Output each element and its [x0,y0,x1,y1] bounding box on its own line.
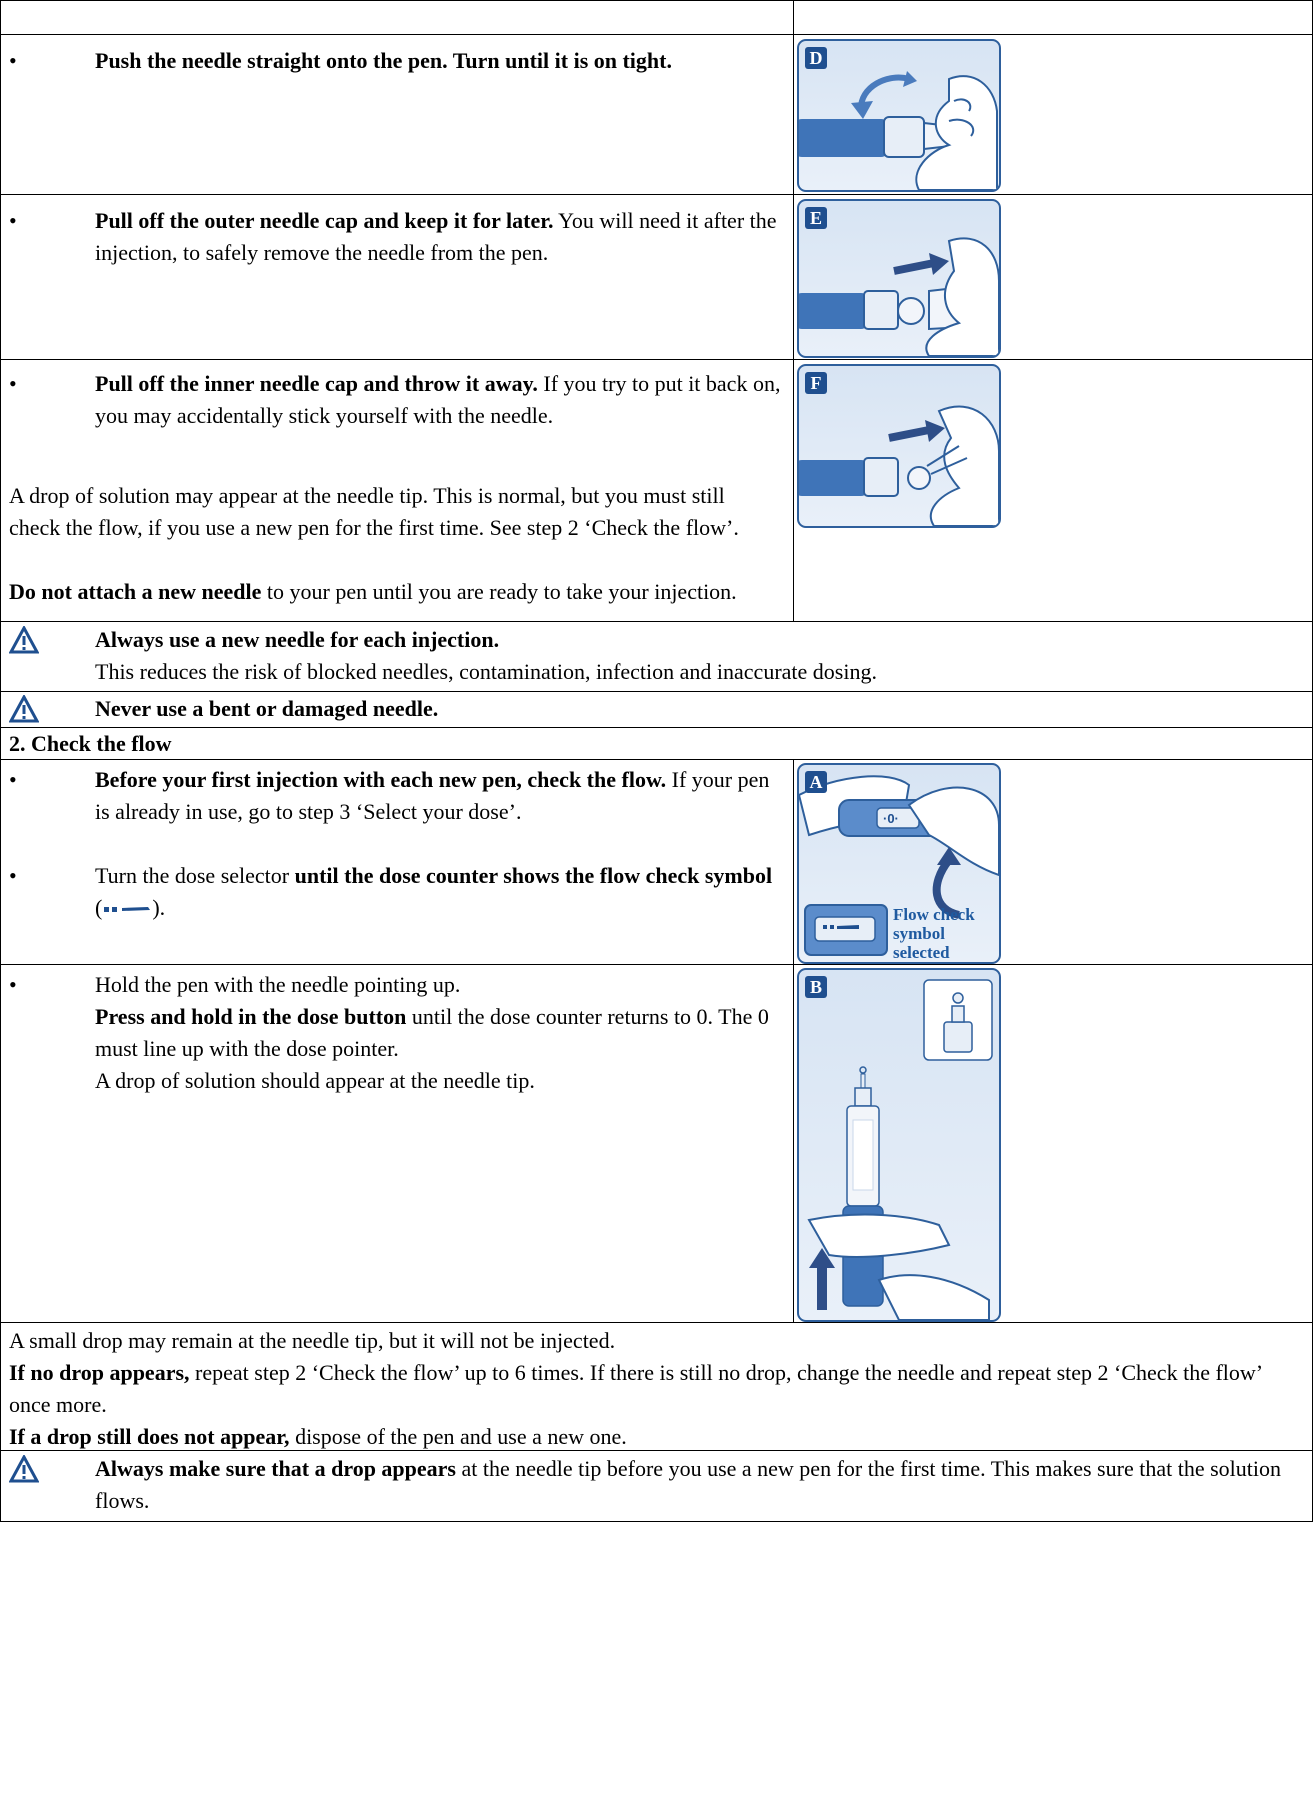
step-text [95,764,781,828]
step-open-paren: ( [95,895,103,920]
figure-d-illustration [797,39,1001,192]
bullet: • [9,371,17,396]
step-bold-text: until the dose counter shows the flow check symbol [294,863,773,888]
note-bold-text: Do not attach a new needle [9,579,262,604]
drop-bold-text: If no drop appears, [9,1360,190,1385]
step-line-2 [95,1001,781,1065]
step-bold-text: Pull off the outer needle cap and keep it for later. [95,208,554,233]
step-row-inner-cap [0,359,1313,621]
warning-rest-text: at the needle tip before you use a new pen for the first time. This makes sure that the solution flows. [95,1456,1281,1513]
bullet: • [9,972,17,997]
warning-text [95,1453,1302,1517]
step-text [95,45,781,77]
warning-triangle-icon [9,695,39,723]
header-right-cell [793,1,1312,34]
step-row-attach-needle [0,34,1313,194]
step-text [95,969,781,1097]
note-rest-text: to your pen until you are ready to take your injection. [261,579,737,604]
step-line-1: Hold the pen with the needle pointing up. [95,972,461,997]
drop-line-1: A small drop may remain at the needle tip, but it will not be injected. [9,1328,616,1353]
drop-rest-text: repeat step 2 ‘Check the flow’ up to 6 times. If there is still no drop, change the needle and repeat step 2 ‘Check the flow’ once more. [9,1360,1262,1417]
step-text-2 [95,860,781,924]
figure-e-illustration [797,199,1001,358]
figure-e-label: E [805,207,827,229]
figure-a-illustration [797,763,1001,964]
warning-bold-text: Always use a new needle for each injection. [95,627,500,652]
step-line-3: A drop of solution should appear at the needle tip. [95,1068,535,1093]
step-bold-text: Pull off the inner needle cap and throw it away. [95,371,538,396]
warning-text [95,693,1302,725]
figure-b-label: B [805,976,827,998]
section-title [9,728,1300,760]
section-header-row [0,727,1313,759]
warning-row-drop [0,1450,1313,1522]
drop-line-3 [9,1421,1300,1453]
warning-row-bent-needle [0,691,1313,727]
drop-bold-text-2: If a drop still does not appear, [9,1424,290,1449]
figure-f-label: F [805,372,827,394]
warning-bold-text: Always make sure that a drop appears [95,1456,456,1481]
note-paragraph: A drop of solution may appear at the needle tip. This is normal, but you must still check the flow, if you use a new pen for the first time. See step 2 ‘Check the flow’. [9,483,739,540]
step-close-paren: ). [152,895,166,920]
step-text [95,368,781,432]
step-text [95,205,781,269]
warning-bold-text: Never use a bent or damaged needle. [95,696,439,721]
figure-a-caption: Flow check symbol selected [893,905,975,962]
step-pre-text: Turn the dose selector [95,863,295,888]
drop-line-2 [9,1357,1300,1421]
bullet: • [9,863,17,888]
step-rest-text: until the dose counter returns to 0. The 0 must line up with the dose pointer. [95,1004,769,1061]
table-header-row [0,0,1313,34]
figure-a-label: A [805,771,827,793]
drop-info-text [9,1325,1300,1453]
warning-rest-text: This reduces the risk of blocked needles, contamination, infection and inaccurate dosing. [95,659,877,684]
figure-b-illustration [797,968,1001,1322]
warning-triangle-icon [9,626,39,654]
flow-check-symbol-icon [102,904,152,916]
bullet: • [9,208,17,233]
svg-text:·0·: ·0· [883,811,899,826]
step-row-hold-pen [0,964,1313,1322]
step-bold-text: Push the needle straight onto the pen. Turn until it is on tight. [95,48,672,73]
drop-rest-text-2: dispose of the pen and use a new one. [289,1424,627,1449]
step-rest-text: You will need it after the injection, to safely remove the needle from the pen. [95,208,777,265]
figure-f-illustration [797,364,1001,528]
bullet: • [9,767,17,792]
step-bold-text: Before your first injection with each new pen, check the flow. [95,767,667,792]
step-row-check-flow [0,759,1313,964]
step-bold-text: Press and hold in the dose button [95,1004,407,1029]
step-rest-text: If you try to put it back on, you may accidentally stick yourself with the needle. [95,371,781,428]
note-paragraph-2 [9,576,781,608]
drop-info-row [0,1322,1313,1450]
header-left-cell [1,1,793,34]
step-rest-text: If your pen is already in use, go to step 3 ‘Select your dose’. [95,767,770,824]
warning-row-new-needle [0,621,1313,691]
warning-text [95,624,1302,688]
warning-triangle-icon [9,1455,39,1483]
bullet: • [9,48,17,73]
section-title-text: 2. Check the flow [9,731,172,756]
figure-d-label: D [805,47,827,69]
step-row-outer-cap [0,194,1313,359]
